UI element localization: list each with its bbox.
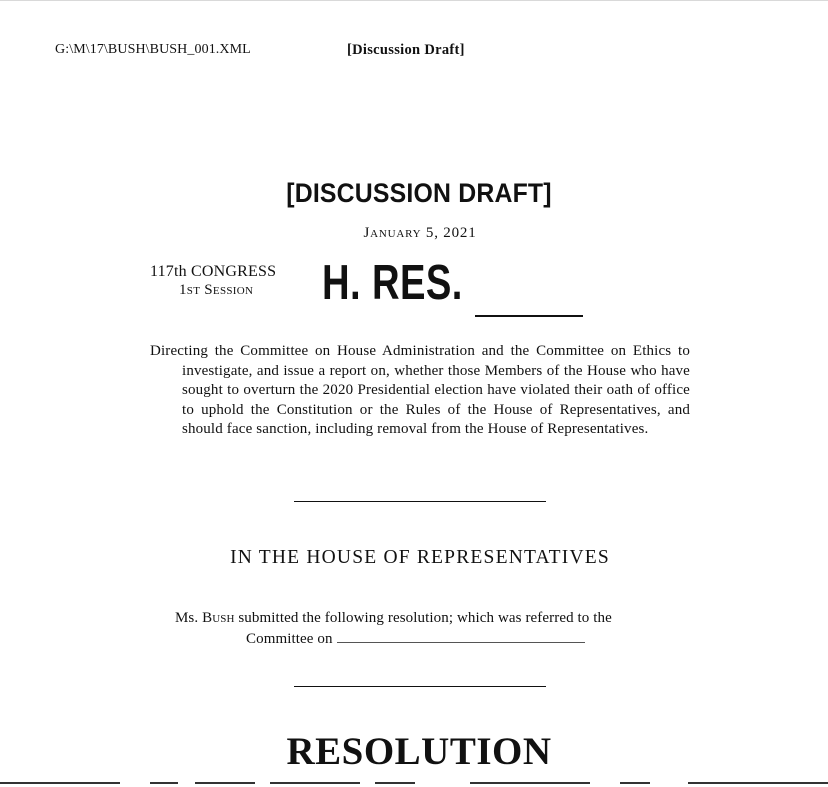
committee-line xyxy=(175,628,665,649)
committee-blank xyxy=(337,628,585,643)
resolution-heading: RESOLUTION xyxy=(286,730,552,773)
resolution-type: H. RES. xyxy=(322,256,463,310)
header-draft-label: [Discussion Draft] xyxy=(347,42,465,58)
committee-label: Committee on xyxy=(246,631,333,647)
session-label: 1st Session xyxy=(179,282,254,298)
sponsor-name: Bush xyxy=(202,610,235,626)
draft-date: January 5, 2021 xyxy=(363,225,477,241)
congress-label: 117th CONGRESS xyxy=(150,263,277,280)
sponsor-prefix: Ms. xyxy=(175,610,199,626)
divider-rule xyxy=(294,686,546,687)
divider-rule xyxy=(294,501,546,502)
chamber-heading: IN THE HOUSE OF REPRESENTATIVES xyxy=(230,547,610,568)
cut-off-text-line xyxy=(0,782,828,787)
submission-statement xyxy=(175,608,665,649)
resolution-number-blank xyxy=(475,315,583,317)
page-top-border xyxy=(0,0,828,1)
resolution-purpose: Directing the Committee on House Administration and the Committee on Ethics to investigate, and issue a report on, whether those Members of the House who have sought to overturn the 2020 Presidential election have violated their oath of office to uphold the Constitution or the Rules of the House of Representatives, and should face sanction, including removal from the House of Representatives. xyxy=(150,343,690,438)
submission-text: submitted the following resolution; which was referred to the xyxy=(238,610,612,626)
file-path: G:\M\17\BUSH\BUSH_001.XML xyxy=(55,42,251,57)
discussion-draft-title: [DISCUSSION DRAFT] xyxy=(286,178,552,208)
